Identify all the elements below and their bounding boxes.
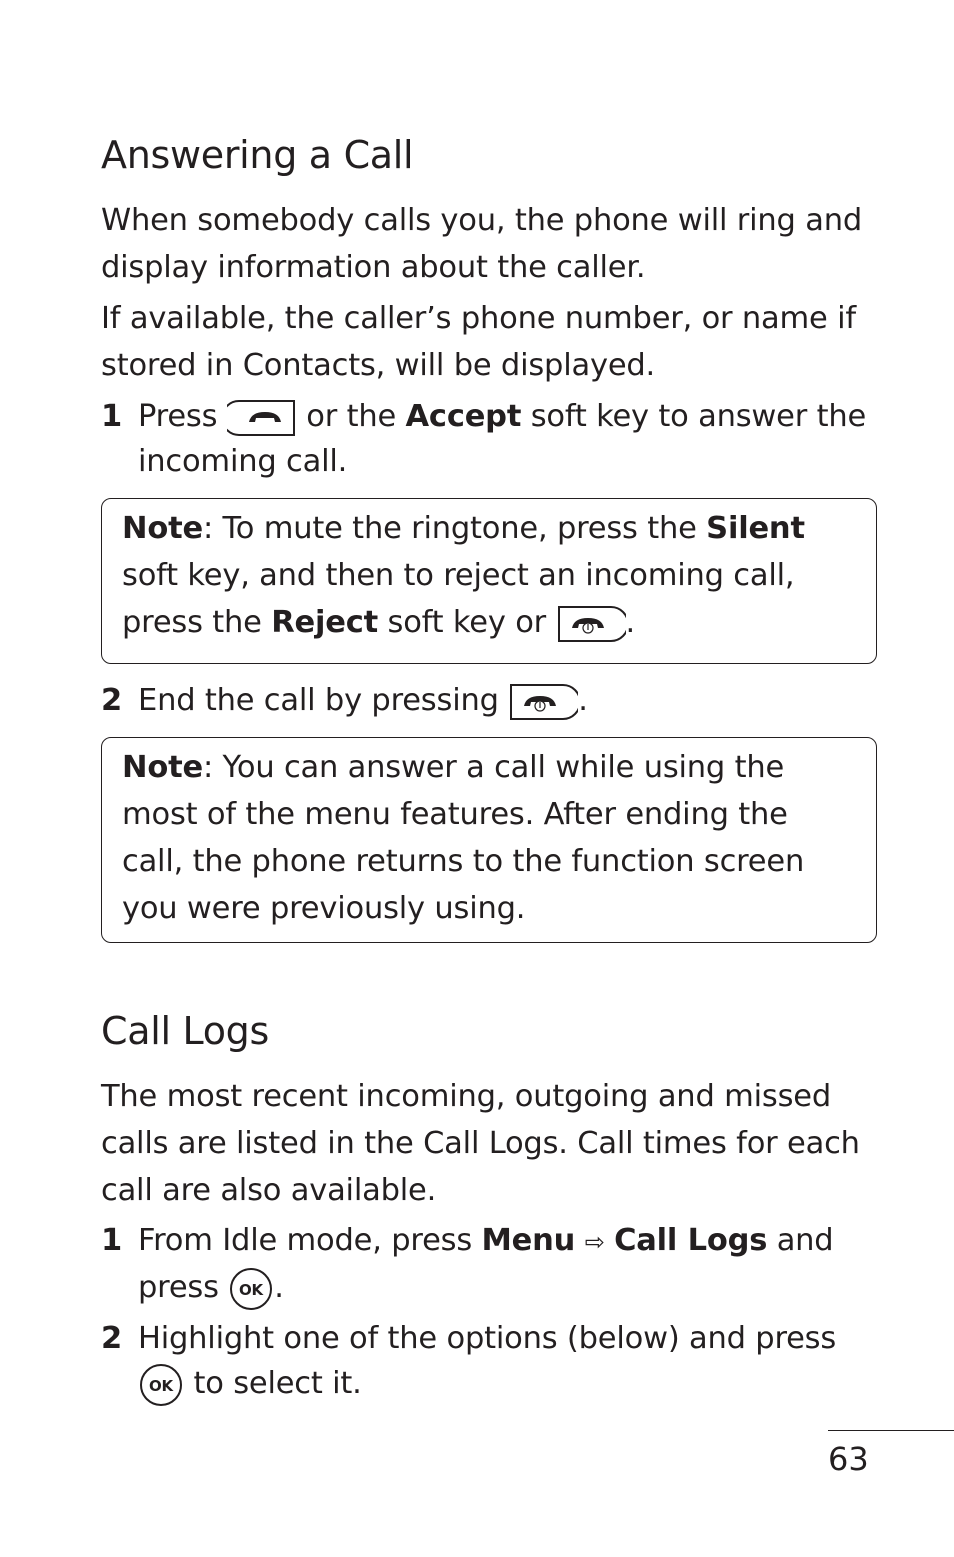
step-number: 2 — [101, 683, 123, 718]
note-box: Note: To mute the ringtone, press the Silent soft key, and then to reject an incoming call, press the Reject soft key or . — [101, 498, 877, 664]
step-number: 1 — [101, 1223, 123, 1258]
step-number: 2 — [101, 1321, 123, 1356]
step-item: 1 From Idle mode, press Menu ⇨ Call Logs and press OK . — [101, 1218, 881, 1312]
note-box: Note: You can answer a call while using the most of the menu features. After ending the call, the phone returns to the function screen you were previously using. — [101, 737, 877, 943]
paragraph: If available, the caller’s phone number, or name if stored in Contacts, will be displayed. — [101, 301, 856, 383]
svg-text:OK: OK — [239, 1280, 264, 1299]
svg-text:OK: OK — [149, 1376, 173, 1395]
ok-key-icon — [138, 1362, 184, 1408]
step-item: 2 Highlight one of the options (below) and press OK to select it. — [101, 1316, 881, 1408]
end-key-icon — [508, 682, 578, 722]
note-label: Note — [122, 750, 203, 785]
footer-rule — [828, 1430, 954, 1431]
ok-key-icon — [228, 1266, 274, 1312]
send-key-icon — [227, 398, 297, 438]
step-item: 1 Press or the Accept soft key to answer the incoming call. — [101, 394, 881, 484]
note-label: Note — [122, 511, 203, 546]
section-title-answering-a-call: Answering a Call — [101, 133, 414, 177]
page-number: 63 — [828, 1440, 869, 1478]
arrow-right-icon: ⇨ — [584, 1228, 605, 1256]
end-key-icon — [556, 604, 626, 644]
step-number: 1 — [101, 399, 123, 434]
paragraph: When somebody calls you, the phone will ring and display information about the caller. — [101, 203, 862, 285]
step-item: 2 End the call by pressing . — [101, 678, 881, 723]
paragraph: The most recent incoming, outgoing and missed calls are listed in the Call Logs. Call times for each call are also available. — [101, 1079, 860, 1208]
section-title-call-logs: Call Logs — [101, 1009, 269, 1053]
